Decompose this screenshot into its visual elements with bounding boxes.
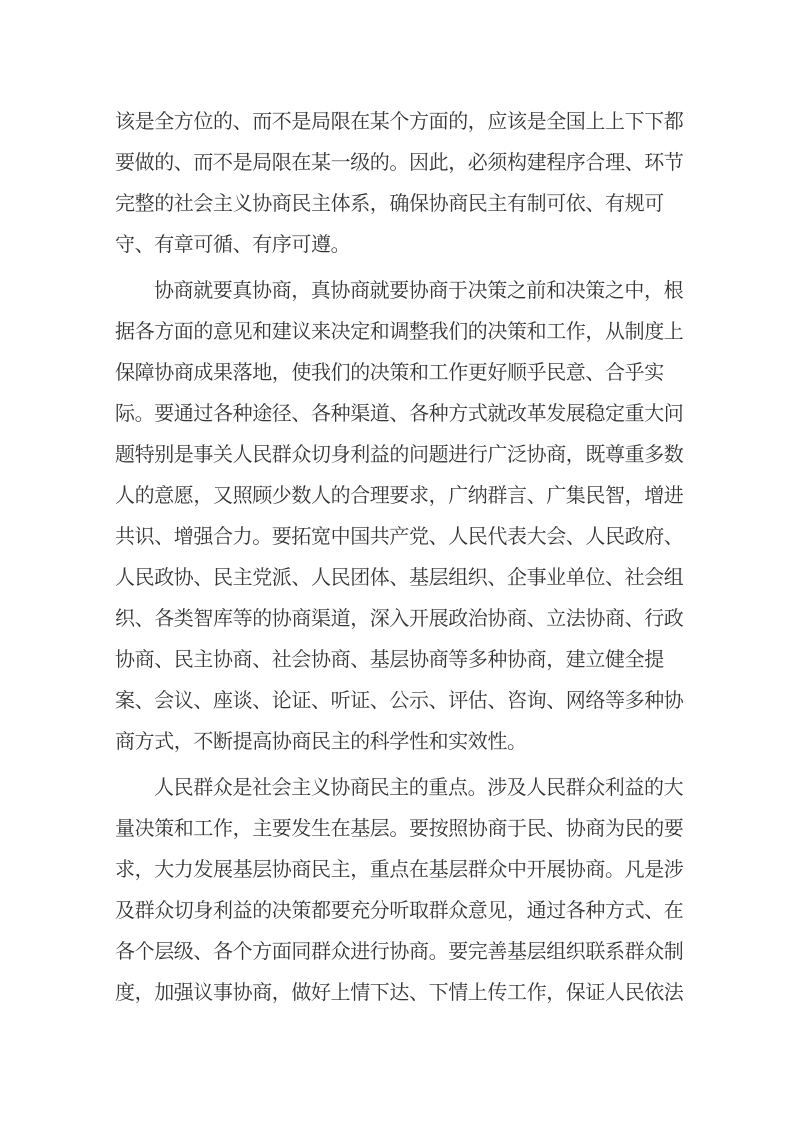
text-line: 协商就要真协商，真协商就要协商于决策之前和决策之中，根: [154, 280, 684, 302]
text-line: 协商、民主协商、社会协商、基层协商等多种协商，建立健全提: [115, 649, 664, 671]
paragraph: [115, 768, 687, 1014]
text-line: 完整的社会主义协商民主体系，确保协商民主有制可依、有规可: [115, 193, 664, 215]
text-line: 量决策和工作，主要发生在基层。要按照协商于民、协商为民的要: [115, 818, 684, 840]
text-line: 商方式，不断提高协商民主的科学性和实效性。: [115, 731, 527, 753]
text-line: 求，大力发展基层协商民主，重点在基层群众中开展协商。凡是涉: [115, 859, 684, 881]
paragraph: [115, 102, 687, 266]
text-line: 据各方面的意见和建议来决定和调整我们的决策和工作，从制度上: [115, 321, 684, 343]
text-line: 人民政协、民主党派、人民团体、基层组织、企事业单位、社会组: [115, 567, 684, 589]
text-line: 守、有章可循、有序可遵。: [115, 234, 351, 256]
text-line: 人的意愿，又照顾少数人的合理要求，广纳群言、广集民智，增进: [115, 485, 684, 507]
text-line: 人民群众是社会主义协商民主的重点。涉及人民群众利益的大: [154, 777, 684, 799]
text-line: 度，加强议事协商，做好上情下达、下情上传工作，保证人民依法: [115, 982, 684, 1004]
text-line: 共识、增强合力。要拓宽中国共产党、人民代表大会、人民政府、: [115, 526, 684, 548]
text-line: 及群众切身利益的决策都要充分听取群众意见，通过各种方式、在: [115, 900, 684, 922]
paragraph: [115, 271, 687, 763]
text-line: 织、各类智库等的协商渠道，深入开展政治协商、立法协商、行政: [115, 608, 684, 630]
text-line: 保障协商成果落地，使我们的决策和工作更好顺乎民意、合乎实: [115, 362, 664, 384]
text-line: 要做的、而不是局限在某一级的。因此，必须构建程序合理、环节: [115, 152, 684, 174]
text-line: 案、会议、座谈、论证、听证、公示、评估、咨询、网络等多种协: [115, 690, 684, 712]
text-line: 该是全方位的、而不是局限在某个方面的，应该是全国上上下下都: [115, 111, 684, 133]
text-line: 各个层级、各个方面同群众进行协商。要完善基层组织联系群众制: [115, 941, 684, 963]
document-content: [115, 102, 687, 1019]
text-line: 题特别是事关人民群众切身利益的问题进行广泛协商，既尊重多数: [115, 444, 684, 466]
text-line: 际。要通过各种途径、各种渠道、各种方式就改革发展稳定重大问: [115, 403, 684, 425]
